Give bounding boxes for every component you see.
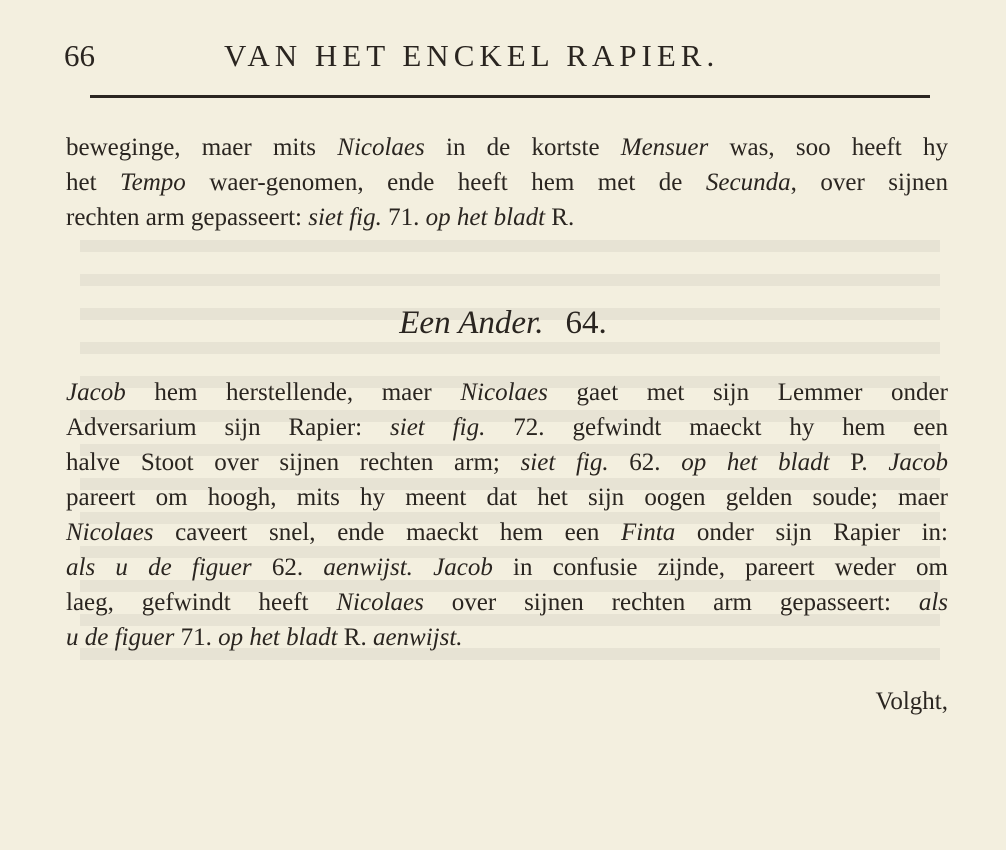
text-line: rechten arm gepasseert: siet fig. 71. op het bladt R. xyxy=(66,204,575,231)
text-line: het Tempo waer-genomen, ende heeft hem met de Secunda, over sijnen xyxy=(66,169,948,196)
text-line: halve Stoot over sijnen rechten arm; siet fig. 62. op het bladt P. Jacob xyxy=(66,449,949,476)
page-header xyxy=(64,38,934,78)
paragraph-2 xyxy=(66,375,948,655)
text-line: Nicolaes caveert snel, ende maeckt hem een Finta onder sijn Rapier in: xyxy=(66,519,948,546)
text-line: u de figuer 71. op het bladt R. aenwijst. xyxy=(66,624,463,651)
text-line: pareert om hoogh, mits hy meent dat het sijn oogen gelden soude; maer xyxy=(66,484,948,511)
paragraph-1 xyxy=(66,130,948,235)
running-title: VAN HET ENCKEL RAPIER. xyxy=(224,38,720,73)
section-title: Een Ander. xyxy=(399,305,544,341)
text-line: als u de figuer 62. aenwijst. Jacob in confusie zijnde, pareert weder om xyxy=(66,554,949,581)
page-number: 66 xyxy=(64,38,95,73)
header-rule xyxy=(90,95,930,98)
text-line: beweginge, maer mits Nicolaes in de kortste Mensuer was, soo heeft hy xyxy=(66,134,948,161)
section-number: 64. xyxy=(565,305,607,341)
text-line: Adversarium sijn Rapier: siet fig. 72. gefwindt maeckt hy hem een xyxy=(66,414,948,441)
text-line: Jacob hem herstellende, maer Nicolaes gaet met sijn Lemmer onder xyxy=(66,379,948,406)
text-line: laeg, gefwindt heeft Nicolaes over sijnen rechten arm gepasseert: als xyxy=(66,589,948,616)
section-heading xyxy=(0,305,1006,342)
catchword: Volght, xyxy=(875,688,948,715)
